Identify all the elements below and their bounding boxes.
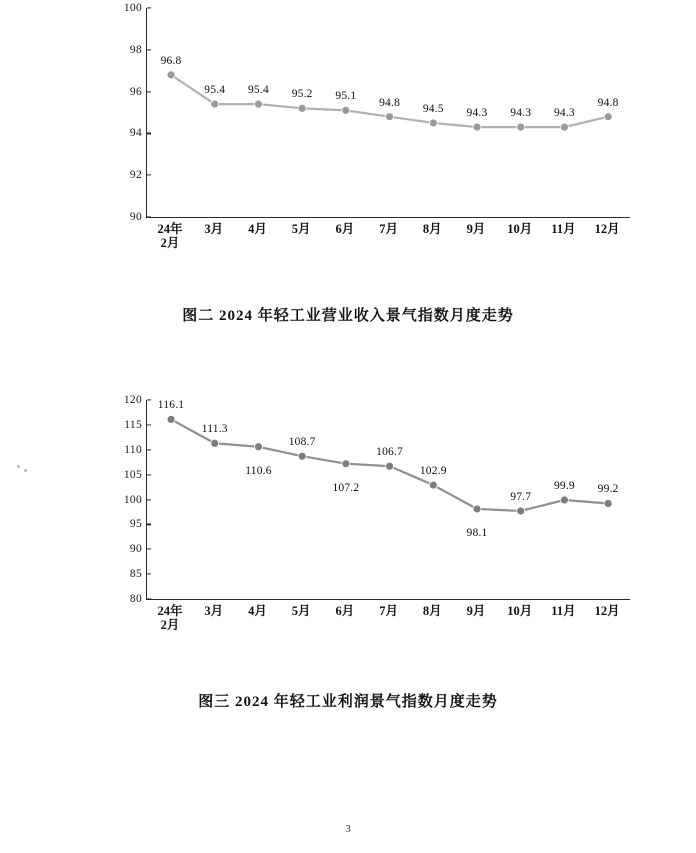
y-axis-tick-label: 100 bbox=[124, 2, 147, 14]
chart-area bbox=[38, 394, 658, 642]
y-axis-tick-mark bbox=[147, 524, 151, 525]
y-axis-tick-mark bbox=[147, 549, 151, 550]
y-axis-tick-mark bbox=[147, 91, 151, 92]
chart-area bbox=[38, 2, 658, 260]
chart-caption: 图三 2024 年轻工业利润景气指数月度走势 bbox=[198, 694, 498, 710]
data-label: 97.7 bbox=[510, 490, 532, 503]
y-axis-tick-mark bbox=[147, 474, 151, 475]
y-axis-tick-label: 120 bbox=[124, 394, 147, 406]
x-axis bbox=[146, 600, 630, 642]
x-axis-tick-label: 12月 bbox=[594, 222, 620, 236]
x-axis-tick-label: 9月 bbox=[466, 222, 486, 236]
y-axis-tick-mark bbox=[147, 133, 151, 134]
x-axis-tick-label: 10月 bbox=[507, 222, 533, 236]
y-axis-tick-label: 115 bbox=[124, 419, 147, 431]
y-axis-tick-mark bbox=[147, 175, 151, 176]
x-axis-tick-label: 12月 bbox=[594, 604, 620, 618]
x-axis bbox=[146, 218, 630, 260]
y-axis-tick-mark bbox=[147, 7, 151, 8]
data-label: 99.9 bbox=[553, 479, 575, 492]
x-axis-tick-label: 3月 bbox=[204, 604, 224, 618]
x-axis-tick-label: 5月 bbox=[291, 222, 311, 236]
x-axis-tick-label: 10月 bbox=[507, 604, 533, 618]
x-axis-tick-label: 7月 bbox=[379, 604, 398, 618]
y-axis-tick-label: 98 bbox=[130, 44, 147, 56]
plot-area bbox=[123, 2, 630, 223]
x-axis-tick-label: 6月 bbox=[335, 604, 355, 618]
y-axis-tick-label: 100 bbox=[124, 494, 147, 506]
data-label: 94.8 bbox=[597, 96, 619, 109]
x-axis-tick-label: 3月 bbox=[204, 222, 224, 236]
data-label: 94.3 bbox=[466, 107, 488, 120]
data-label: 106.7 bbox=[376, 446, 404, 459]
y-axis-tick-label: 110 bbox=[124, 444, 147, 456]
data-label: 95.2 bbox=[291, 88, 313, 101]
y-axis-tick-label: 105 bbox=[124, 469, 147, 481]
data-label: 95.1 bbox=[335, 90, 357, 103]
x-axis-tick-label: 5月 bbox=[291, 604, 311, 618]
data-label: 95.4 bbox=[204, 84, 226, 97]
y-axis-tick-label: 92 bbox=[130, 169, 147, 181]
page-number: 3 bbox=[345, 823, 351, 835]
y-axis-tick-mark bbox=[147, 49, 151, 50]
data-label: 94.8 bbox=[379, 96, 401, 109]
y-axis-tick-mark bbox=[147, 499, 151, 500]
data-label: 96.8 bbox=[160, 54, 182, 67]
x-axis-tick-label: 4月 bbox=[248, 604, 267, 618]
y-axis-tick-mark bbox=[147, 399, 151, 400]
x-axis-tick-label: 7月 bbox=[379, 222, 398, 236]
x-axis-tick-label: 6月 bbox=[335, 222, 355, 236]
y-axis-tick-label: 90 bbox=[130, 543, 147, 555]
data-label: 102.9 bbox=[419, 465, 447, 478]
y-axis-tick-mark bbox=[147, 449, 151, 450]
x-axis-tick-label: 24年 2月 bbox=[157, 222, 183, 250]
y-axis-tick-label: 95 bbox=[130, 518, 147, 530]
chart-caption: 图二 2024 年轻工业营业收入景气指数月度走势 bbox=[182, 308, 514, 324]
x-axis-tick-label: 11月 bbox=[551, 222, 576, 236]
data-label: 99.2 bbox=[597, 483, 619, 496]
x-axis-tick-label: 8月 bbox=[422, 222, 442, 236]
data-label: 110.6 bbox=[245, 464, 272, 477]
y-axis-tick-label: 94 bbox=[130, 127, 147, 139]
y-axis-tick-label: 96 bbox=[130, 86, 147, 98]
data-label: 94.5 bbox=[422, 102, 444, 115]
x-axis-tick-label: 4月 bbox=[248, 222, 267, 236]
x-axis-tick-label: 8月 bbox=[422, 604, 442, 618]
data-label: 95.4 bbox=[247, 84, 269, 97]
y-axis-tick-label: 90 bbox=[130, 211, 147, 223]
data-label: 98.1 bbox=[466, 526, 488, 539]
data-label: 94.3 bbox=[553, 107, 575, 120]
data-label: 111.3 bbox=[201, 423, 228, 436]
data-label: 94.3 bbox=[510, 107, 532, 120]
x-axis-tick-label: 11月 bbox=[551, 604, 576, 618]
data-label: 116.1 bbox=[157, 399, 185, 412]
chart-revenue-index bbox=[0, 2, 696, 324]
plot-area bbox=[123, 394, 630, 605]
y-axis-tick-label: 80 bbox=[130, 593, 147, 605]
data-label: 107.2 bbox=[332, 481, 360, 494]
x-axis-tick-label: 9月 bbox=[466, 604, 486, 618]
y-axis-tick-label: 85 bbox=[130, 568, 147, 580]
y-axis-tick-mark bbox=[147, 424, 151, 425]
x-axis-tick-label: 24年 2月 bbox=[157, 604, 183, 632]
data-label: 108.7 bbox=[288, 436, 316, 449]
chart-profit-index bbox=[0, 394, 696, 710]
y-axis-tick-mark bbox=[147, 574, 151, 575]
